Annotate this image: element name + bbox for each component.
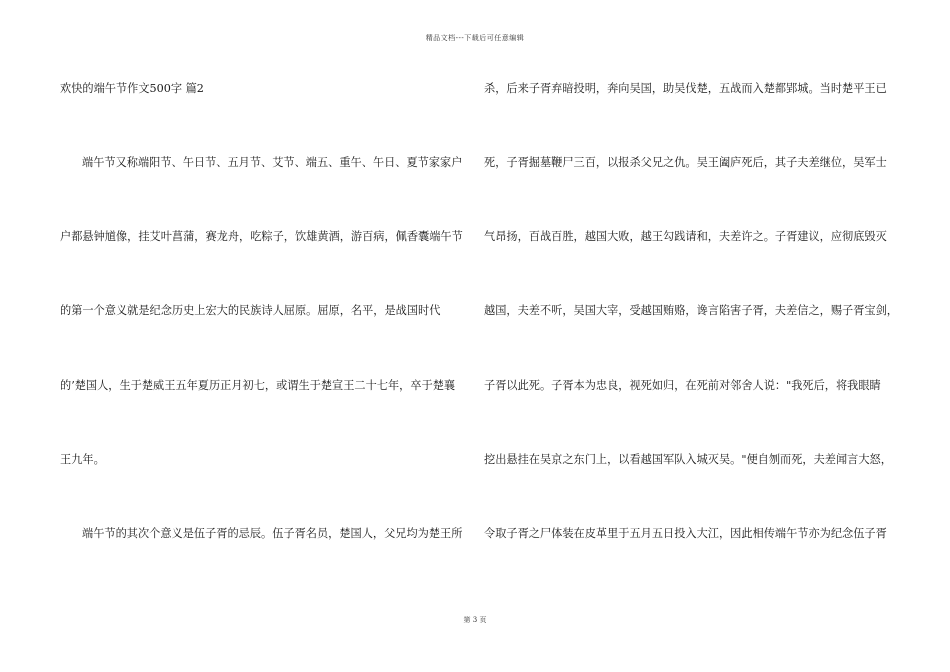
paragraph-line: 死，子胥掘墓鞭尸三百，以报杀父兄之仇。吴王阖庐死后，其子夫差继位，吴军士 [484,156,887,169]
paragraph-line: 户都悬钟馗像，挂艾叶菖蒲，赛龙舟，吃粽子，饮雄黄酒，游百病，佩香囊端午节 [60,230,463,243]
paragraph-line: 的第一个意义就是纪念历史上宏大的民族诗人屈原。屈原，名平，是战国时代 [60,304,441,317]
paragraph-line: 端午节的其次个意义是伍子胥的忌辰。伍子胥名员，楚国人，父兄均为楚王所 [82,527,463,540]
paragraph-line: 的’楚国人，生于楚威王五年夏历正月初七，或谓生于楚宣王二十七年，卒于楚襄 [60,379,456,392]
paragraph-line: 令取子胥之尸体装在皮革里于五月五日投入大江，因此相传端午节亦为纪念伍子胥 [484,527,887,540]
paragraph-line: 杀，后来子胥弃暗投明，奔向吴国，助吴伐楚，五战而入楚都郢城。当时楚平王已 [484,82,887,95]
paragraph-line: 子胥以此死。子胥本为忠良，视死如归，在死前对邻舍人说："我死后，将我眼睛 [484,379,881,392]
paragraph-line: 越国，夫差不听，吴国大宰，受越国贿赂，谗言陷害子胥，夫差信之，赐子胥宝剑， [484,304,898,317]
paragraph-line: 气昂扬，百战百胜，越国大败，越王勾践请和，夫差许之。子胥建议，应彻底毁灭 [484,230,887,243]
paragraph-line: 王九年。 [60,453,105,466]
page-number: 第 3 页 [463,616,487,624]
article-title: 欢快的端午节作文500字 篇2 [60,82,204,95]
page-header: 精品文档---下载后可任意编辑 [425,34,525,42]
paragraph-line: 挖出悬挂在吴京之东门上，以看越国军队入城灭吴。"便自刎而死，夫差闻言大怒， [484,453,892,466]
paragraph-line: 端午节又称端阳节、午日节、五月节、艾节、端五、重午、午日、夏节家家户 [82,156,463,169]
